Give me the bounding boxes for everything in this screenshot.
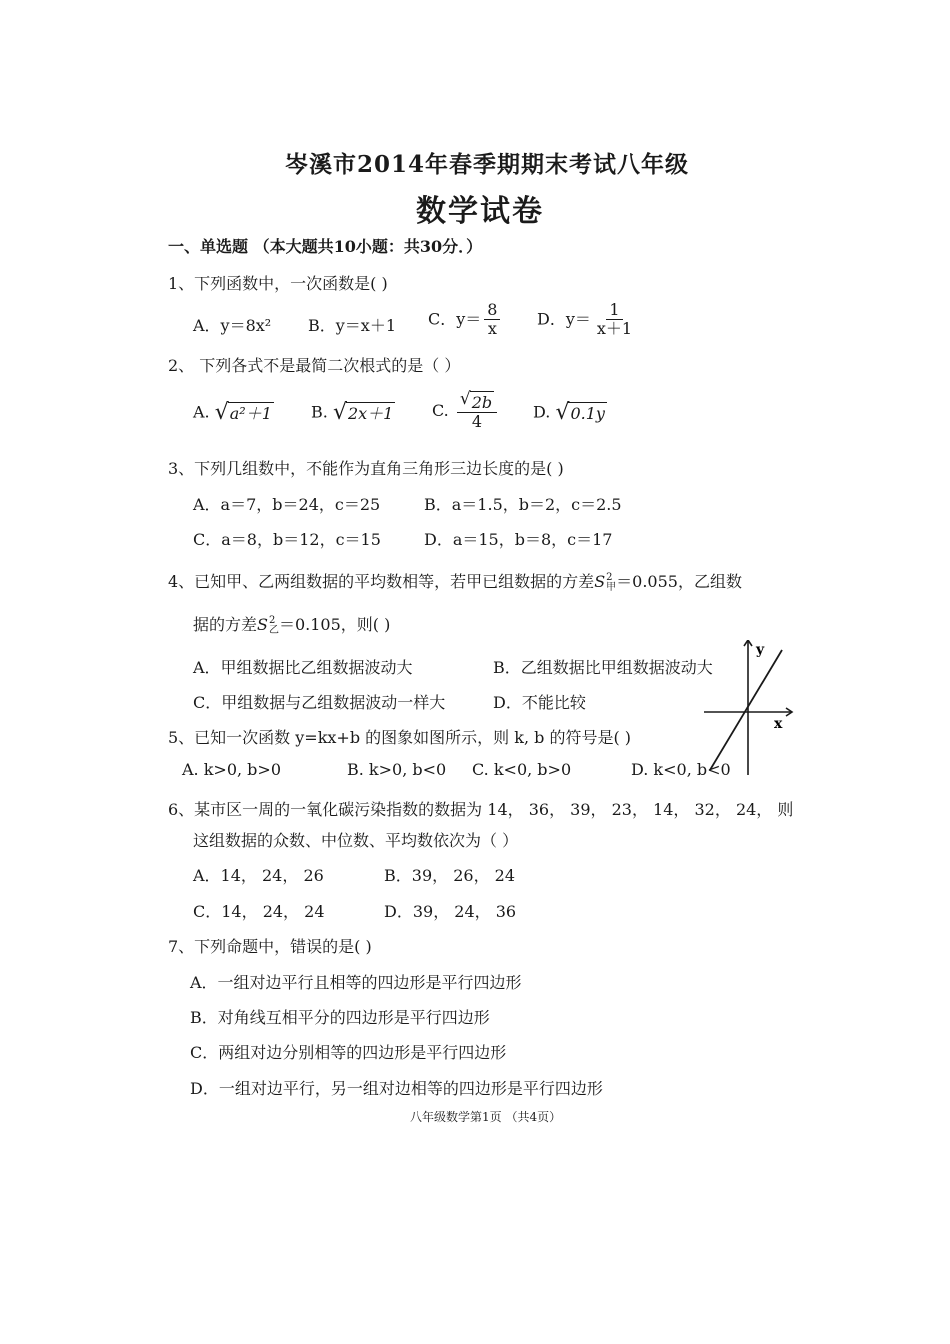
- radicand: a²＋1: [229, 404, 272, 423]
- q4-yi-value: ＝0.105，则( ): [278, 615, 391, 634]
- radical-sign: √ 2b: [459, 389, 493, 412]
- page-footer: 八年级数学第1页 （共4页）: [410, 1110, 562, 1124]
- exam-title: 岑溪市2014年春季期期末考试八年级: [285, 151, 690, 178]
- q3-stem: 3、下列几组数中，不能作为直角三角形三边长度的是( ): [168, 459, 564, 478]
- q2-option-c-label: C.: [432, 400, 449, 420]
- q1-option-b: B．y＝x＋1: [308, 316, 397, 335]
- variance-symbol: S: [594, 572, 606, 591]
- q7-stem: 7、下列命题中，错误的是( ): [168, 937, 372, 956]
- q4-option-b: B．乙组数据比甲组数据波动大: [493, 658, 713, 677]
- q7-option-d: D．一组对边平行，另一组对边相等的四边形是平行四边形: [190, 1079, 603, 1098]
- q3-option-a: A．a＝7，b＝24，c＝25: [193, 495, 381, 514]
- q1-option-d-lhs: D．y＝: [537, 309, 591, 329]
- subscript: 乙: [268, 624, 279, 636]
- q1-option-c: [428, 301, 503, 339]
- q3-option-d: D．a＝15，b＝8，c＝17: [424, 530, 613, 549]
- fraction-numerator: 8: [484, 301, 500, 320]
- q1-option-a: A．y＝8x²: [193, 316, 272, 335]
- variance-symbol: S: [257, 615, 268, 634]
- linear-function-graph: [700, 640, 795, 780]
- q2-option-d: [533, 402, 607, 424]
- q2-option-c-fraction: [457, 391, 497, 432]
- radicand: 2x＋1: [347, 404, 394, 423]
- radical-sign: √ 0.1y: [555, 400, 605, 425]
- superscript: 2: [606, 571, 613, 583]
- q2-option-a: [193, 402, 274, 424]
- q2-option-d-label: D.: [533, 402, 551, 422]
- q1-option-c-lhs: C．y＝: [428, 309, 482, 329]
- fraction-denominator: 4: [471, 412, 483, 432]
- variance-scripts: [606, 573, 616, 593]
- q7-option-b: B．对角线互相平分的四边形是平行四边形: [190, 1008, 490, 1027]
- q6-option-d: D．39， 24， 36: [384, 902, 517, 921]
- q7-option-a: A．一组对边平行且相等的四边形是平行四边形: [190, 973, 522, 992]
- radicand: 2b: [471, 393, 493, 412]
- subscript: 甲: [606, 581, 617, 593]
- q4-option-a: A．甲组数据比乙组数据波动大: [193, 658, 413, 677]
- q4-option-c: C．甲组数据与乙组数据波动一样大: [193, 693, 446, 712]
- q1-option-c-fraction: [484, 301, 500, 339]
- q5-option-c: C. k<0, b>0: [472, 760, 572, 779]
- q5-option-b: B. k>0, b<0: [347, 760, 447, 779]
- q7-option-c: C．两组对边分别相等的四边形是平行四边形: [190, 1043, 507, 1062]
- q2-stem: 2、 下列各式不是最简二次根式的是（ ）: [168, 356, 461, 375]
- q2-option-b-label: B.: [311, 402, 328, 422]
- radicand: 0.1y: [570, 404, 605, 423]
- fraction-denominator: x: [487, 319, 497, 339]
- x-axis-label: x: [774, 716, 783, 732]
- q6-option-c: C．14， 24， 24: [193, 902, 325, 921]
- q6-stem-line1: 6、某市区一周的一氧化碳污染指数的数据为 14， 36， 39， 23， 14， 32， 24， 则: [168, 800, 794, 819]
- q4-stem-part1: 4、已知甲、乙两组数据的平均数相等，若甲已组数据的方差: [168, 572, 595, 591]
- exam-subtitle: 数学试卷: [416, 194, 544, 229]
- q4-stem-part2: 据的方差: [193, 615, 258, 634]
- function-line: [710, 650, 782, 770]
- q4-option-d: D．不能比较: [493, 693, 586, 712]
- q2-option-a-label: A.: [193, 402, 210, 422]
- superscript: 2: [268, 614, 276, 626]
- radical-sign: √ 2x＋1: [332, 400, 394, 425]
- q5-option-d: D. k<0, b<0: [631, 760, 731, 779]
- q5-option-a: A. k>0, b>0: [182, 760, 282, 779]
- radical-sign: √ a²＋1: [214, 400, 272, 425]
- q2-option-c: [432, 391, 500, 432]
- q6-option-a: A．14， 24， 26: [193, 866, 324, 885]
- q2-option-b: [311, 402, 395, 424]
- q5-stem: 5、已知一次函数 y=kx+b 的图象如图所示，则 k, b 的符号是( ): [168, 728, 632, 747]
- q4-stem-line1: [168, 569, 742, 593]
- q3-option-b: B．a＝1.5，b＝2，c＝2.5: [424, 495, 622, 514]
- section-heading: 一、单选题 （本大题共10小题：共30分．）: [168, 237, 483, 256]
- q4-stem-line2: [193, 612, 390, 636]
- q4-jia-value: ＝0.055，乙组数: [616, 572, 742, 591]
- q1-option-d-fraction: [594, 301, 635, 339]
- fraction-numerator: [457, 391, 497, 413]
- q3-option-c: C．a＝8，b＝12，c＝15: [193, 530, 381, 549]
- variance-scripts: [269, 616, 279, 636]
- q6-option-b: B．39， 26， 24: [384, 866, 516, 885]
- fraction-numerator: 1: [606, 301, 622, 320]
- y-axis-label: y: [756, 642, 765, 658]
- q1-option-d: [537, 301, 638, 339]
- q1-stem: 1、下列函数中，一次函数是( ): [168, 274, 388, 293]
- fraction-denominator: x＋1: [596, 319, 633, 339]
- q6-stem-line2: 这组数据的众数、中位数、平均数依次为（ ）: [193, 831, 519, 850]
